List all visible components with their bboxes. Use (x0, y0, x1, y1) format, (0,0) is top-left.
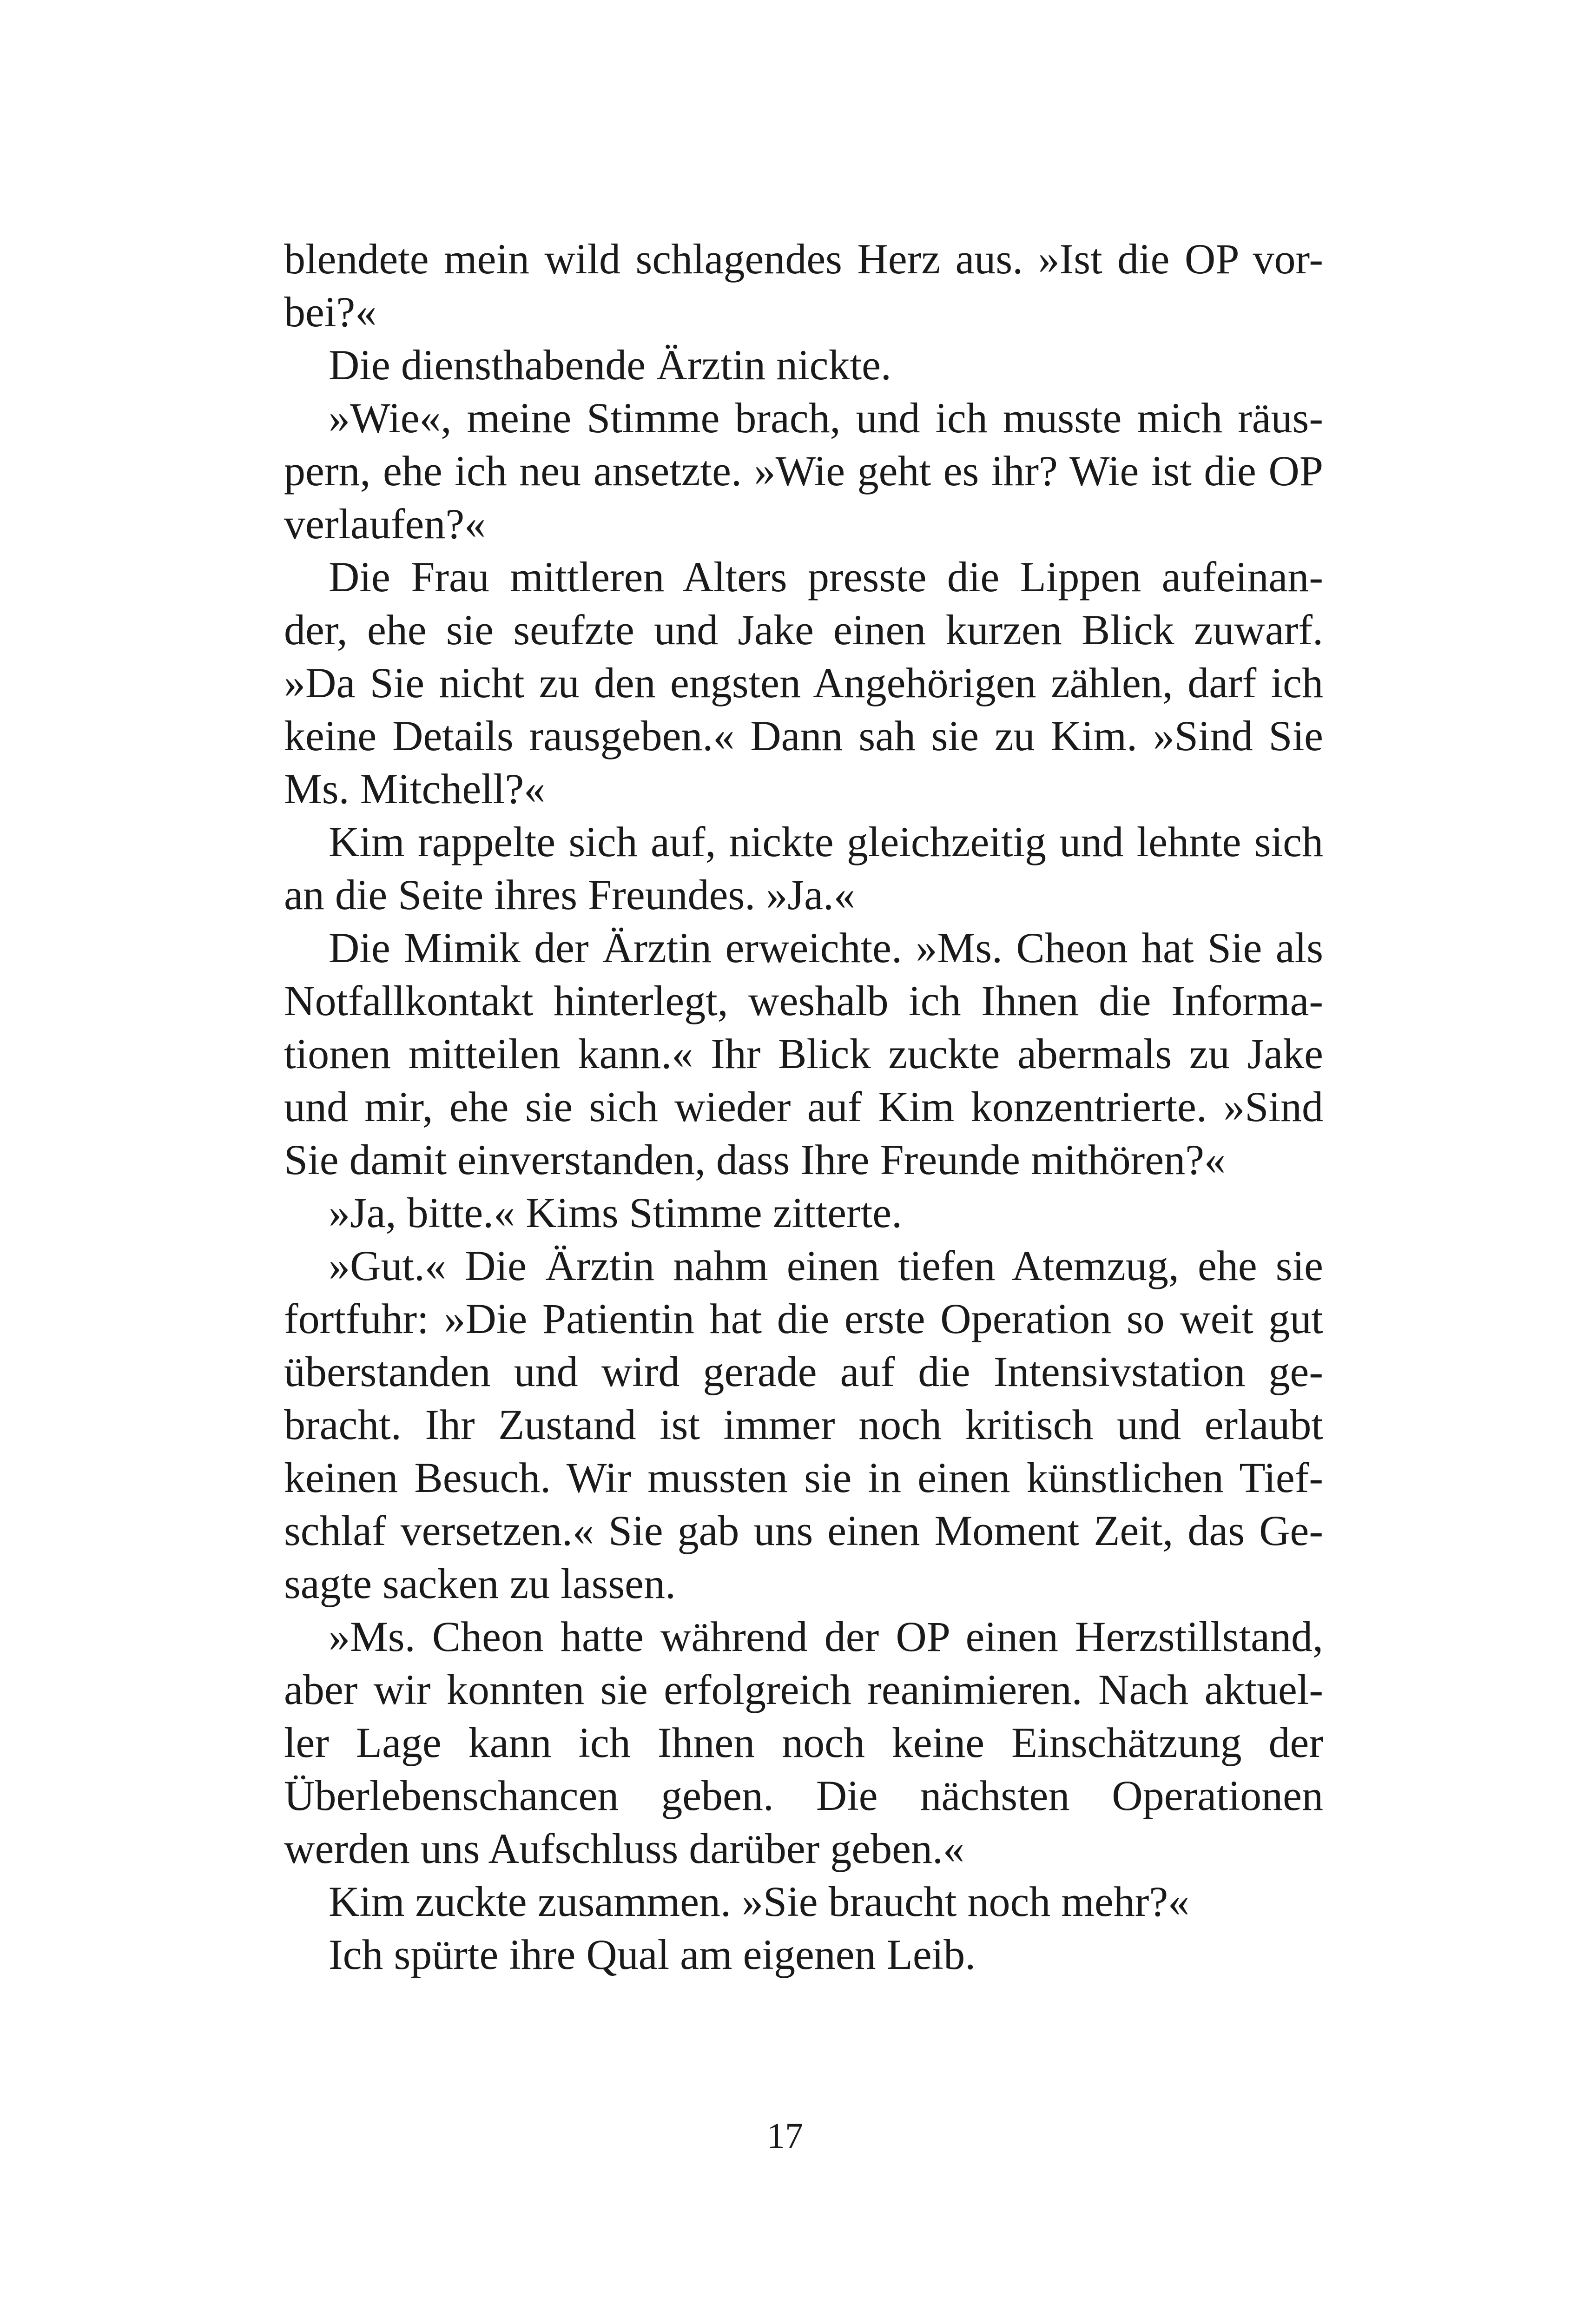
text-line: tionen mitteilen kann.« Ihr Blick zuckte abermals zu Jake (284, 1030, 1323, 1077)
text-line: »Da Sie nicht zu den engsten Angehörigen zählen, darf ich (284, 659, 1323, 706)
text-line: keinen Besuch. Wir mussten sie in einen künstlichen Tief- (284, 1454, 1323, 1501)
text-line: ler Lage kann ich Ihnen noch keine Einschätzung der (284, 1719, 1323, 1766)
text-line: aber wir konnten sie erfolgreich reanimieren. Nach aktuel- (284, 1666, 1323, 1713)
text-line: Die Frau mittleren Alters presste die Lippen aufeinan- (329, 553, 1323, 601)
text-line: an die Seite ihres Freundes. »Ja.« (284, 871, 855, 918)
text-line: »Wie«, meine Stimme brach, und ich musste mich räus- (329, 394, 1323, 442)
text-line: und mir, ehe sie sich wieder auf Kim konzentrierte. »Sind (284, 1083, 1323, 1130)
text-line: blendete mein wild schlagendes Herz aus. »Ist die OP vor- (284, 235, 1323, 283)
text-line: Kim zuckte zusammen. »Sie braucht noch mehr?« (329, 1878, 1190, 1925)
text-line: fortfuhr: »Die Patientin hat die erste Operation so weit gut (284, 1295, 1323, 1342)
text-line: Ms. Mitchell?« (284, 765, 546, 812)
text-line: Sie damit einverstanden, dass Ihre Freunde mithören?« (284, 1136, 1226, 1183)
text-line: sagte sacken zu lassen. (284, 1560, 676, 1607)
body-text (284, 232, 1323, 1981)
text-line: Notfallkontakt hinterlegt, weshalb ich Ihnen die Informa- (284, 977, 1323, 1024)
text-line: Ich spürte ihre Qual am eigenen Leib. (329, 1931, 976, 1978)
text-line: verlaufen?« (284, 500, 486, 548)
text-line: Die Mimik der Ärztin erweichte. »Ms. Cheon hat Sie als (329, 924, 1323, 971)
page-number: 17 (767, 2115, 803, 2156)
text-line: schlaf versetzen.« Sie gab uns einen Moment Zeit, das Ge- (284, 1507, 1323, 1554)
text-line: »Ms. Cheon hatte während der OP einen Herzstillstand, (329, 1613, 1323, 1660)
text-line: Überlebenschancen geben. Die nächsten Operationen (284, 1772, 1323, 1819)
text-line: »Ja, bitte.« Kims Stimme zitterte. (329, 1189, 903, 1236)
text-line: bracht. Ihr Zustand ist immer noch kritisch und erlaubt (284, 1401, 1323, 1448)
text-line: werden uns Aufschluss darüber geben.« (284, 1825, 964, 1872)
text-line: keine Details rausgeben.« Dann sah sie zu Kim. »Sind Sie (284, 712, 1323, 759)
text-line: pern, ehe ich neu ansetzte. »Wie geht es ihr? Wie ist die OP (284, 447, 1323, 495)
text-line: bei?« (284, 288, 377, 336)
text-line: der, ehe sie seufzte und Jake einen kurzen Blick zuwarf. (284, 606, 1323, 654)
text-line: »Gut.« Die Ärztin nahm einen tiefen Atemzug, ehe sie (329, 1242, 1323, 1289)
text-line: Die diensthabende Ärztin nickte. (329, 341, 891, 389)
text-line: Kim rappelte sich auf, nickte gleichzeitig und lehnte sich (329, 818, 1323, 865)
text-line: überstanden und wird gerade auf die Intensivstation ge- (284, 1348, 1323, 1395)
